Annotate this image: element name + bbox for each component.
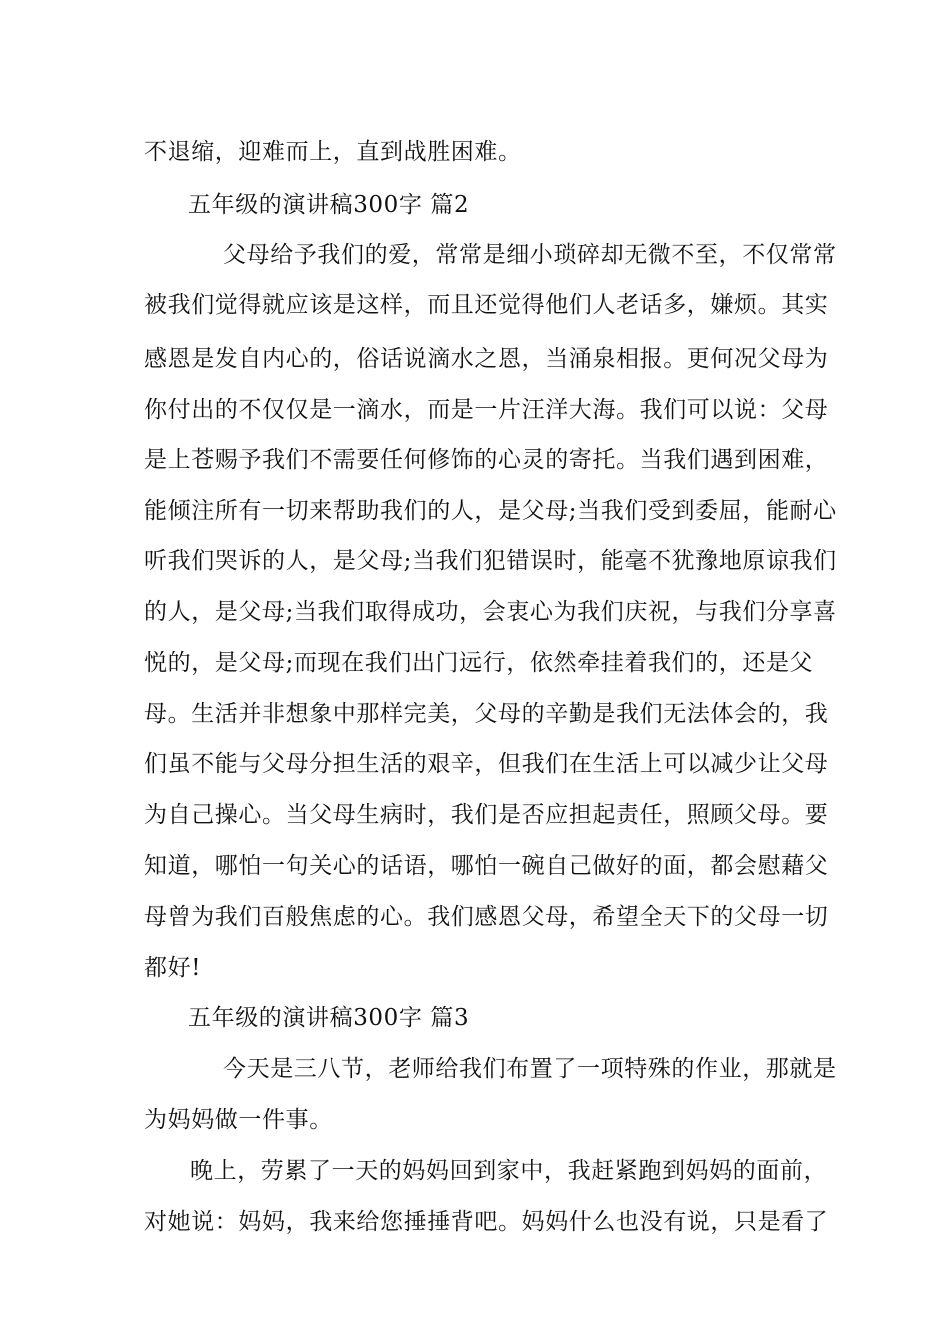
paragraph-line: 母。生活并非想象中那样完美，父母的辛勤是我们无法体会的，我: [144, 701, 829, 727]
paragraph-line: 能倾注所有一切来帮助我们的人，是父母;当我们受到委屈，能耐心: [144, 498, 837, 524]
section-heading-2: 五年级的演讲稿300字 篇2: [188, 192, 470, 218]
paragraph-line: 的人，是父母;当我们取得成功，会衷心为我们庆祝，与我们分享喜: [144, 599, 837, 625]
paragraph-line: 都好!: [144, 955, 202, 981]
paragraph-line: 父母给予我们的爱，常常是细小琐碎却无微不至，不仅常常: [223, 242, 837, 268]
paragraph-line: 今天是三八节，老师给我们布置了一项特殊的作业，那就是: [223, 1056, 837, 1082]
paragraph-line: 知道，哪怕一句关心的话语，哪怕一碗自己做好的面，都会慰藉父: [144, 853, 829, 879]
paragraph-line: 晚上，劳累了一天的妈妈回到家中，我赶紧跑到妈妈的面前，: [190, 1158, 828, 1184]
paragraph-line: 对她说：妈妈，我来给您捶捶背吧。妈妈什么也没有说，只是看了: [144, 1209, 829, 1235]
section-heading-3: 五年级的演讲稿300字 篇3: [188, 1005, 470, 1031]
paragraph-line: 听我们哭诉的人，是父母;当我们犯错误时，能毫不犹豫地原谅我们: [144, 548, 837, 574]
paragraph-line: 为妈妈做一件事。: [144, 1107, 333, 1133]
paragraph-line: 你付出的不仅仅是一滴水，而是一片汪洋大海。我们可以说：父母: [144, 397, 829, 423]
paragraph-line: 不退缩，迎难而上，直到战胜困难。: [144, 139, 522, 165]
paragraph-line: 感恩是发自内心的，俗话说滴水之恩，当涌泉相报。更何况父母为: [144, 346, 829, 372]
paragraph-line: 为自己操心。当父母生病时，我们是否应担起责任，照顾父母。要: [144, 802, 829, 828]
paragraph-line: 母曾为我们百般焦虑的心。我们感恩父母，希望全天下的父母一切: [144, 904, 829, 930]
paragraph-line: 被我们觉得就应该是这样，而且还觉得他们人老话多，嫌烦。其实: [144, 292, 829, 318]
paragraph-line: 是上苍赐予我们不需要任何修饰的心灵的寄托。当我们遇到困难，: [144, 447, 829, 473]
paragraph-line: 悦的，是父母;而现在我们出门远行，依然牵挂着我们的，还是父: [144, 650, 814, 676]
paragraph-line: 们虽不能与父母分担生活的艰辛，但我们在生活上可以减少让父母: [144, 751, 829, 777]
